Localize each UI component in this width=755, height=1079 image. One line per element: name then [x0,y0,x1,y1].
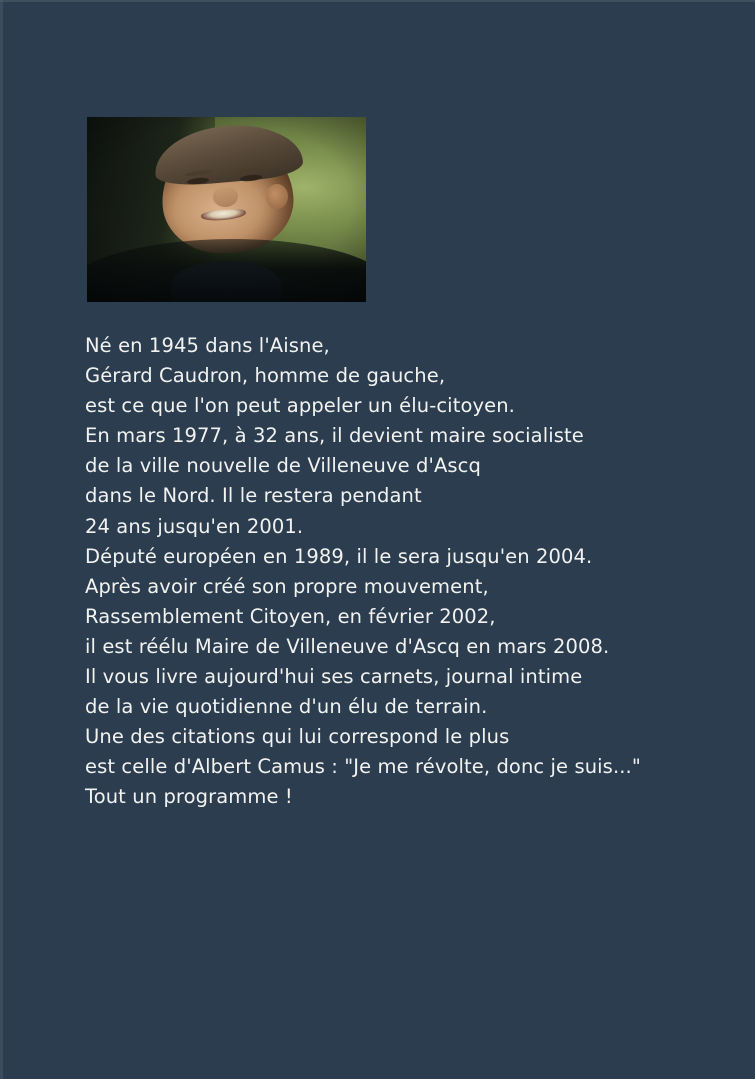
bio-line: Gérard Caudron, homme de gauche, [85,364,446,388]
bio-line: En mars 1977, à 32 ans, il devient maire socialiste [85,424,584,448]
bio-line: 24 ans jusqu'en 2001. [85,514,304,538]
bio-line: de la ville nouvelle de Villeneuve d'Ascq [85,454,481,478]
bio-line: Après avoir créé son propre mouvement, [85,574,489,598]
bio-line: il est réélu Maire de Villeneuve d'Ascq en mars 2008. [85,634,610,658]
bio-line: Né en 1945 dans l'Aisne, [85,334,330,357]
bio-line: est celle d'Albert Camus : "Je me révolte, donc je suis..." [85,755,641,779]
bio-line: Il vous livre aujourd'hui ses carnets, journal intime [85,665,583,689]
bio-line: de la vie quotidienne d'un élu de terrain. [85,695,488,719]
portrait-photo [87,117,366,302]
photo-vignette [87,117,366,302]
bio-line: Tout un programme ! [85,785,293,809]
bio-line: dans le Nord. Il le restera pendant [85,484,422,508]
bio-line: Une des citations qui lui correspond le plus [85,725,510,749]
biography-text [85,331,705,813]
bio-line: est ce que l'on peut appeler un élu-citoyen. [85,394,515,418]
bio-line: Rassemblement Citoyen, en février 2002, [85,604,496,628]
bio-line: Député européen en 1989, il le sera jusqu'en 2004. [85,544,593,568]
